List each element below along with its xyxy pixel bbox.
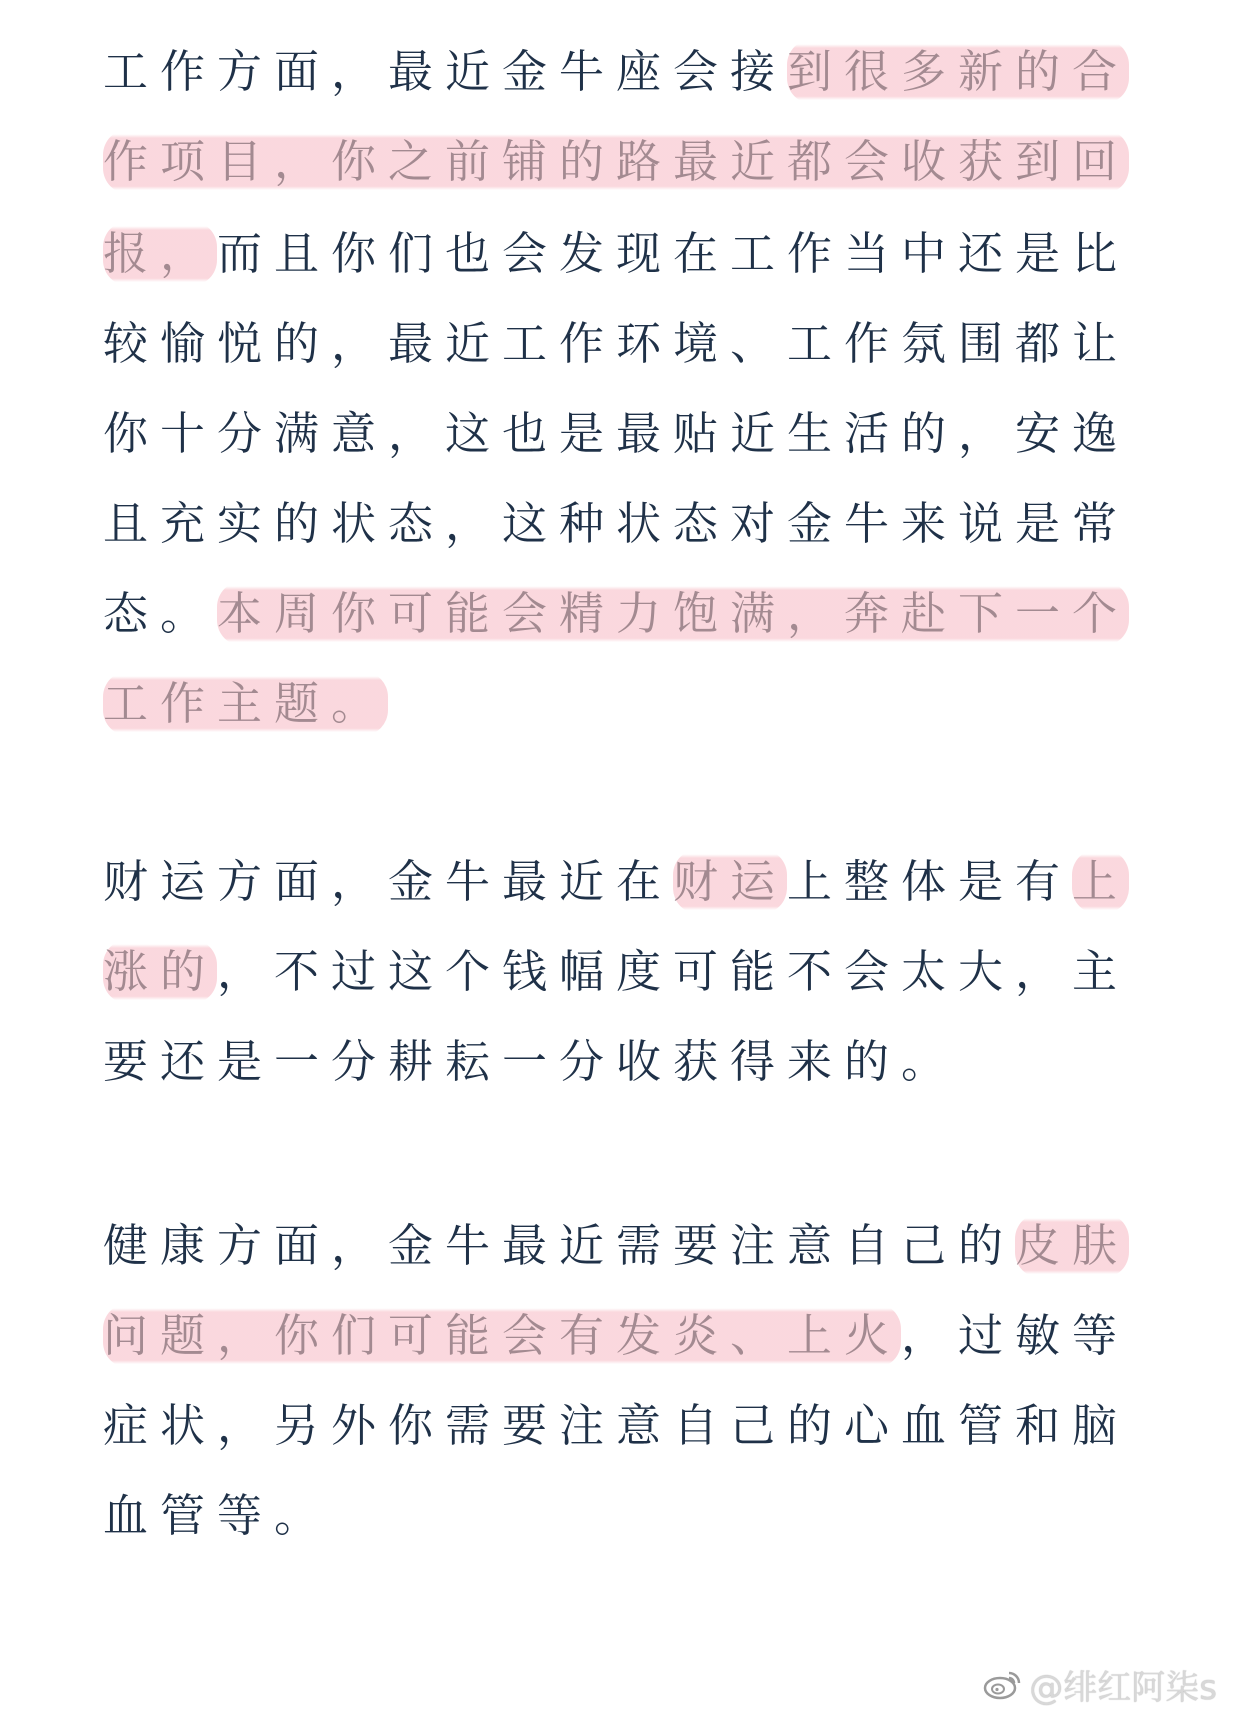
weibo-icon bbox=[983, 1667, 1023, 1701]
text-line bbox=[103, 1196, 1133, 1295]
text-line bbox=[103, 564, 1133, 663]
highlighted-text: 本周你可能会精力饱满，奔赴下一个 bbox=[217, 581, 1129, 646]
text-segment: 态。 bbox=[103, 587, 218, 640]
watermark bbox=[983, 1654, 1217, 1714]
text-segment: 上整体是有 bbox=[787, 855, 1073, 908]
text-segment: 而且你们也会发现在工作当中还是比 bbox=[217, 227, 1130, 280]
text-line bbox=[103, 922, 1133, 1021]
text-segment: 要还是一分耕耘一分收获得来的。 bbox=[103, 1035, 959, 1088]
highlighted-text: 财运 bbox=[673, 849, 787, 914]
text-line bbox=[103, 1286, 1133, 1385]
text-line bbox=[103, 384, 1133, 483]
text-line bbox=[103, 474, 1133, 573]
highlighted-text: 报， bbox=[103, 221, 217, 286]
text-line bbox=[103, 22, 1133, 121]
highlighted-text: 到很多新的合 bbox=[787, 39, 1129, 104]
text-line bbox=[103, 1466, 1133, 1565]
watermark-text: @绯红阿柒s bbox=[1029, 1667, 1217, 1708]
text-segment: 财运方面，金牛最近在 bbox=[103, 855, 674, 908]
text-line bbox=[103, 294, 1133, 393]
text-segment: 血管等。 bbox=[103, 1489, 332, 1542]
highlighted-text: 作项目，你之前铺的路最近都会收获到回 bbox=[103, 129, 1129, 194]
text-line bbox=[103, 112, 1133, 211]
highlighted-text: 问题，你们可能会有发炎、上火 bbox=[103, 1303, 901, 1368]
text-segment: 你十分满意，这也是最贴近生活的，安逸 bbox=[103, 407, 1130, 460]
highlighted-text: 工作主题。 bbox=[103, 671, 388, 736]
text-segment: 且充实的状态，这种状态对金牛来说是常 bbox=[103, 497, 1130, 550]
text-line bbox=[103, 204, 1133, 303]
highlighted-text: 上 bbox=[1072, 849, 1129, 914]
text-segment: 症状，另外你需要注意自己的心血管和脑 bbox=[103, 1399, 1130, 1452]
text-line bbox=[103, 1376, 1133, 1475]
text-segment: 工作方面，最近金牛座会接 bbox=[103, 45, 788, 98]
text-segment: ，不过这个钱幅度可能不会太大，主 bbox=[217, 945, 1130, 998]
text-line bbox=[103, 832, 1133, 931]
text-segment: 健康方面，金牛最近需要注意自己的 bbox=[103, 1219, 1016, 1272]
text-line bbox=[103, 1012, 1133, 1111]
text-segment: 较愉悦的，最近工作环境、工作氛围都让 bbox=[103, 317, 1130, 370]
highlighted-text: 涨的 bbox=[103, 939, 217, 1004]
text-segment: ，过敏等 bbox=[901, 1309, 1130, 1362]
highlighted-text: 皮肤 bbox=[1015, 1213, 1129, 1278]
text-line bbox=[103, 654, 1133, 753]
